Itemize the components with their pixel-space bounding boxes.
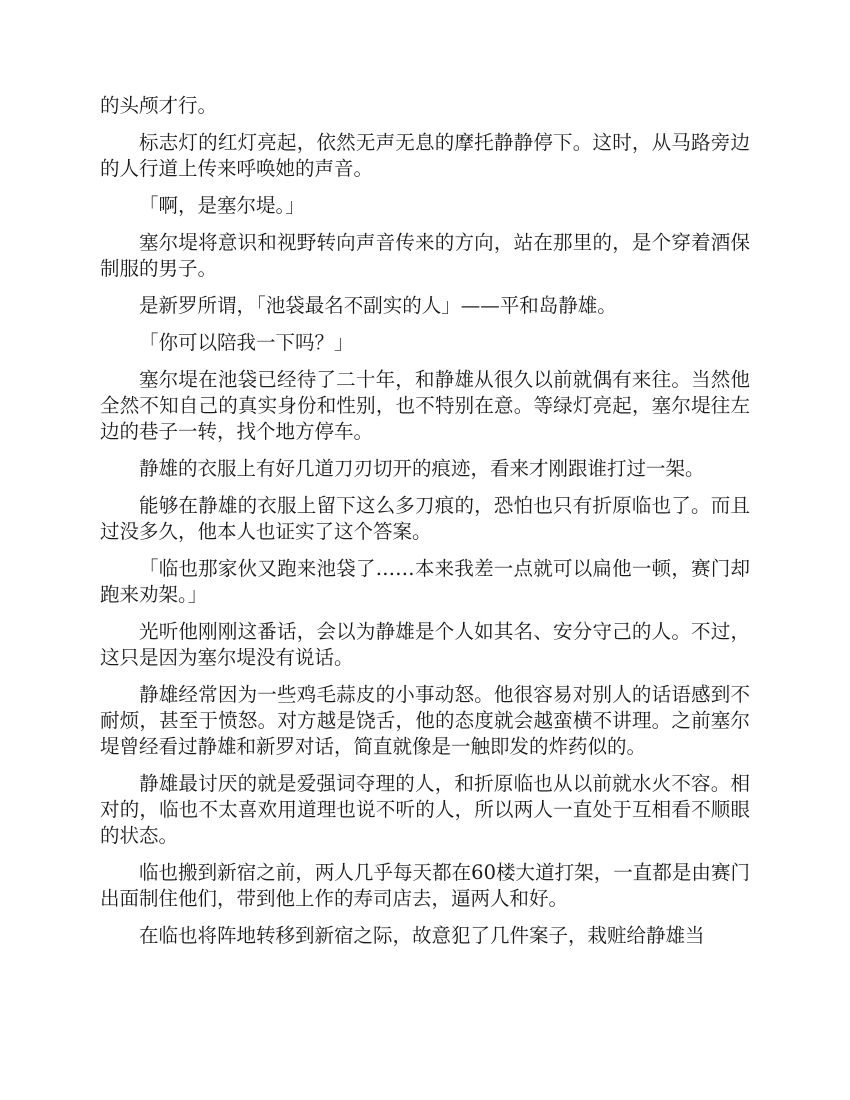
paragraph: 「你可以陪我一下吗？」	[139, 331, 354, 354]
paragraph: 静雄经常因为一些鸡毛蒜皮的小事动怒。他很容易对别人的话语感到不耐烦，甚至于愤怒。对方越是饶舌，他的态度就会越蛮横不讲理。之前塞尔堤曾经看过静雄和新罗对话，简直就像是一触即发的炸药似的。	[100, 683, 750, 758]
paragraph: 临也搬到新宿之前，两人几乎每天都在60楼大道打架，一直都是由赛门出面制住他们，带到他上作的寿司店去，逼两人和好。	[100, 861, 750, 910]
paragraph: 静雄的衣服上有好几道刀刃切开的痕迹，看来才刚跟谁打过一架。	[139, 457, 705, 480]
paragraph: 静雄最讨厌的就是爱强词夺理的人，和折原临也从以前就水火不容。相对的，临也不太喜欢用道理也说不听的人，所以两人一直处于互相看不顺眼的状态。	[100, 772, 750, 847]
paragraph: 的头颅才行。	[100, 94, 218, 117]
paragraph: 是新罗所谓，「池袋最名不副实的人」——平和岛静雄。	[139, 294, 617, 317]
paragraph: 标志灯的红灯亮起，依然无声无息的摩托静静停下。这时，从马路旁边的人行道上传来呼唤她的声音。	[100, 131, 750, 180]
paragraph: 塞尔堤在池袋已经待了二十年，和静雄从很久以前就偶有来往。当然他全然不知自己的真实身份和性别，也不特别在意。等绿灯亮起，塞尔堤往左边的巷子一转，找个地方停车。	[100, 368, 750, 443]
paragraph: 能够在静雄的衣服上留下这么多刀痕的，恐怕也只有折原临也了。而且过没多久，他本人也证实了这个答案。	[100, 494, 750, 543]
paragraph: 塞尔堤将意识和视野转向声音传来的方向，站在那里的，是个穿着酒保制服的男子。	[100, 231, 750, 280]
paragraph: 「临也那家伙又跑来池袋了……本来我差一点就可以扁他一顿，赛门却跑来劝架。」	[100, 557, 750, 606]
paragraph: 在临也将阵地转移到新宿之际，故意犯了几件案子，栽赃给静雄当	[139, 924, 705, 947]
paragraph: 「啊，是塞尔堤。」	[139, 194, 305, 217]
paragraph: 光听他刚刚这番话，会以为静雄是个人如其名、安分守己的人。不过，这只是因为塞尔堤没有说话。	[100, 620, 750, 669]
document-page	[100, 93, 750, 960]
